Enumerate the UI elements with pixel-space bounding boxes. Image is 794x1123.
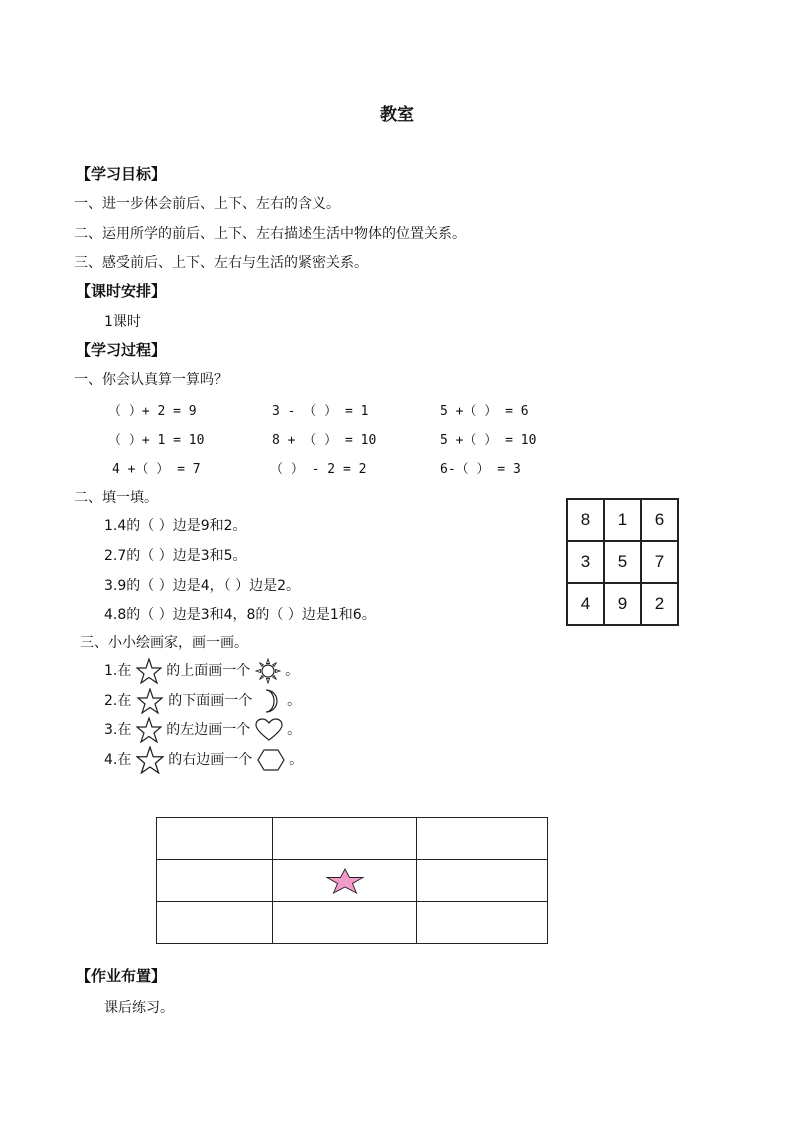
grid-cell <box>273 902 417 944</box>
grid-cell-center <box>273 860 417 902</box>
fill-item: 4.8的（ ）边是3和4，8的（ ）边是1和6。 <box>104 607 376 623</box>
star-icon <box>136 688 164 714</box>
pink-star-icon <box>325 868 365 894</box>
equation: （ ）+ 1 = 10 <box>108 433 205 448</box>
homework-heading: 【作业布置】 <box>76 967 167 985</box>
grid-cell: 8 <box>567 499 604 541</box>
section1-title: 一、你会认真算一算吗？ <box>74 372 228 388</box>
star-icon <box>136 717 162 743</box>
magic-square <box>566 498 679 626</box>
draw-instruction <box>104 657 299 685</box>
grid-cell: 6 <box>641 499 678 541</box>
instruction-suffix: 。 <box>285 663 300 679</box>
section3-title: 三、小小绘画家，画一画。 <box>80 635 248 651</box>
equation: 5 +（ ） = 10 <box>440 433 537 448</box>
instruction-prefix: 3.在 <box>104 722 132 738</box>
homework-text: 课后练习。 <box>104 1000 174 1016</box>
grid-cell: 4 <box>567 583 604 625</box>
moon-icon <box>257 688 283 714</box>
section2-title: 二、填一填。 <box>74 490 158 506</box>
instruction-suffix: 。 <box>287 722 302 738</box>
goal-item: 一、进一步体会前后、上下、左右的含义。 <box>74 196 340 212</box>
grid-cell <box>157 860 273 902</box>
grid-cell: 3 <box>567 541 604 583</box>
page-title: 教室 <box>380 105 414 125</box>
grid-cell <box>273 818 417 860</box>
fill-item: 2.7的（ ）边是3和5。 <box>104 548 247 564</box>
equation: （ ） - 2 = 2 <box>270 462 367 477</box>
grid-cell: 7 <box>641 541 678 583</box>
schedule-heading: 【课时安排】 <box>76 282 167 300</box>
process-heading: 【学习过程】 <box>76 341 167 359</box>
drawing-grid <box>156 817 548 944</box>
fill-item: 1.4的（ ）边是9和2。 <box>104 518 247 534</box>
instruction-middle: 的左边画一个 <box>166 722 251 738</box>
equation: 4 +（ ） = 7 <box>112 462 201 477</box>
equation: 5 +（ ） = 6 <box>440 404 529 419</box>
grid-cell: 2 <box>641 583 678 625</box>
fill-item: 3.9的（ ）边是4，（ ）边是2。 <box>104 578 300 594</box>
instruction-suffix: 。 <box>289 752 304 768</box>
instruction-prefix: 4.在 <box>104 752 132 768</box>
schedule-text: 1课时 <box>104 314 141 330</box>
hexagon-icon <box>257 748 285 772</box>
grid-cell <box>417 902 548 944</box>
grid-cell <box>157 902 273 944</box>
draw-instruction <box>104 746 303 774</box>
instruction-middle: 的下面画一个 <box>168 693 253 709</box>
goals-heading: 【学习目标】 <box>76 165 167 183</box>
equation: 8 + （ ） = 10 <box>272 433 377 448</box>
draw-instruction <box>104 687 301 715</box>
grid-cell: 5 <box>604 541 641 583</box>
equation: 6-（ ） = 3 <box>440 462 521 477</box>
instruction-prefix: 2.在 <box>104 693 132 709</box>
heart-icon <box>255 718 283 742</box>
instruction-middle: 的右边画一个 <box>168 752 253 768</box>
grid-cell <box>157 818 273 860</box>
goal-item: 二、运用所学的前后、上下、左右描述生活中物体的位置关系。 <box>74 226 466 242</box>
star-icon <box>136 746 164 774</box>
grid-cell: 1 <box>604 499 641 541</box>
grid-cell: 9 <box>604 583 641 625</box>
goal-item: 三、感受前后、上下、左右与生活的紧密关系。 <box>74 255 368 271</box>
instruction-middle: 的上面画一个 <box>166 663 251 679</box>
sun-icon <box>255 658 281 684</box>
star-icon <box>136 658 162 684</box>
grid-cell <box>417 818 548 860</box>
instruction-suffix: 。 <box>287 693 302 709</box>
instruction-prefix: 1.在 <box>104 663 132 679</box>
grid-cell <box>417 860 548 902</box>
equation: （ ）+ 2 = 9 <box>108 404 197 419</box>
equation: 3 - （ ） = 1 <box>272 404 369 419</box>
draw-instruction <box>104 716 301 744</box>
